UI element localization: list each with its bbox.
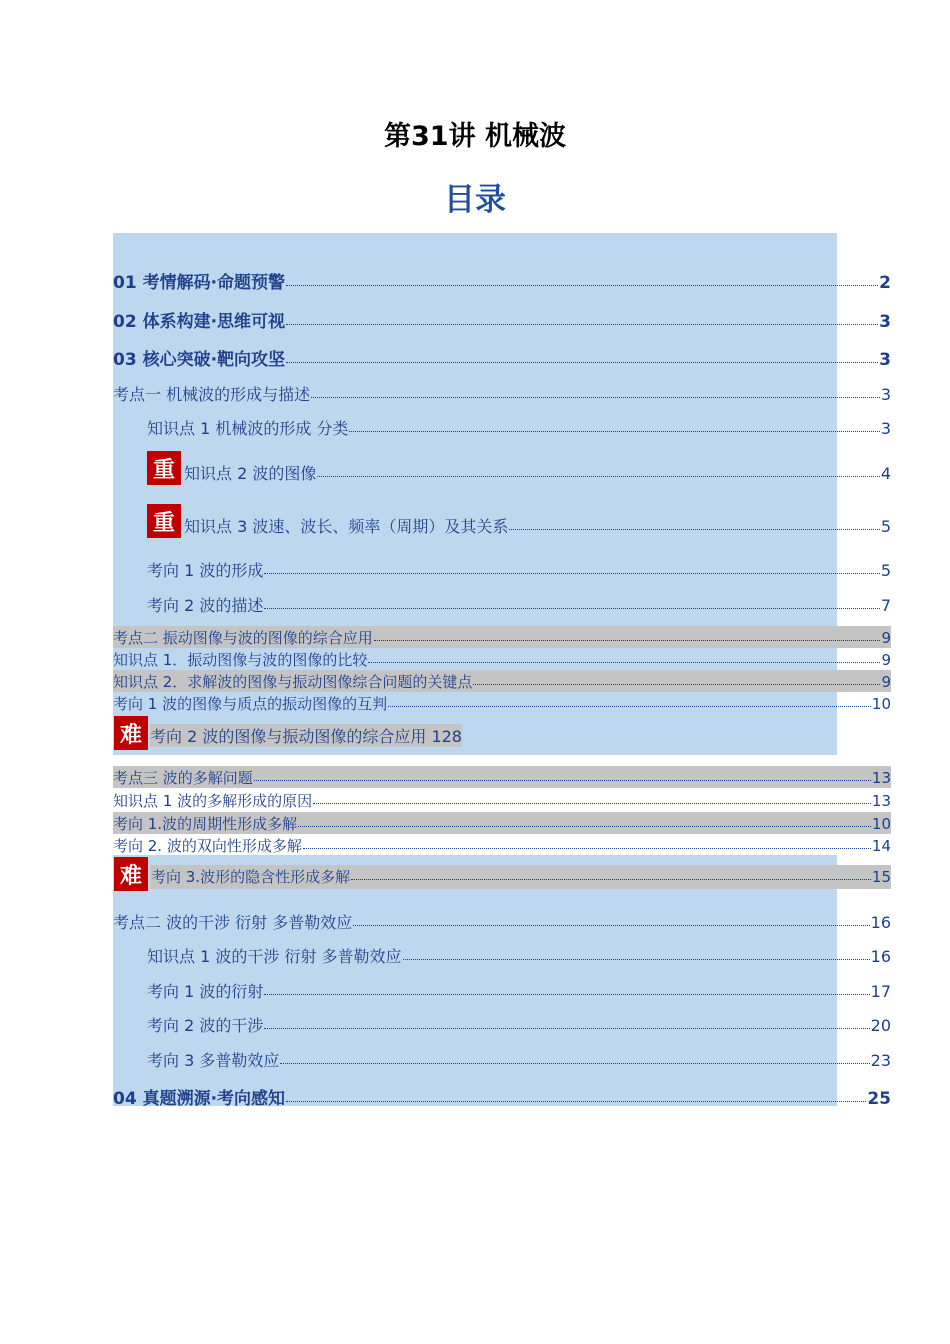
dot-leader: [264, 559, 879, 574]
toc-page-number: 13: [871, 792, 891, 810]
toc-entry-label: 01 考情解码·命题预警: [113, 273, 286, 293]
toc-page-number: 5: [880, 561, 891, 580]
toc-heading: 目录: [444, 182, 506, 218]
dot-leader: [473, 671, 880, 686]
toc-entry-label: 考向 2 波的描述: [147, 596, 264, 615]
toc-page-number: 16: [870, 947, 891, 966]
toc-entry-direction[interactable]: [113, 835, 891, 856]
toc-entry-label: 考向 1.波的周期性形成多解: [113, 815, 298, 833]
toc-page-number: 15: [871, 868, 891, 886]
lecture-title: 第31讲 机械波: [384, 121, 566, 152]
dot-leader: [388, 693, 871, 708]
dot-leader: [286, 309, 878, 325]
toc-entry-04[interactable]: [113, 1084, 891, 1109]
toc-entry-label: 知识点 1 波的干涉 衍射 多普勒效应: [147, 947, 402, 966]
dot-leader: [254, 767, 871, 782]
toc-entry-03[interactable]: [113, 345, 891, 370]
toc-page-number: 10: [871, 695, 891, 713]
toc-entry-label: 考点一 机械波的形成与描述: [113, 385, 311, 404]
difficult-badge-icon: 难: [114, 716, 148, 750]
toc-entry-direction[interactable]: [147, 558, 891, 581]
toc-entry-label: 考向 3.波形的隐含性形成多解: [151, 868, 351, 886]
toc-entry-label: 考向 1 波的形成: [147, 561, 264, 580]
important-badge-icon: 重: [147, 451, 181, 485]
dot-leader: [349, 417, 879, 432]
toc-page-number: 23: [870, 1051, 891, 1070]
toc-page-number: 3: [879, 312, 891, 332]
toc-entry-kaodian-2[interactable]: [113, 627, 891, 648]
toc-page-number: 5: [880, 517, 891, 536]
toc-entry-label: 知识点 3 波速、波长、频率（周期）及其关系: [184, 517, 509, 536]
toc-page-number: 3: [880, 385, 891, 404]
toc-entry-knowledge[interactable]: [113, 671, 891, 692]
toc-entry-label: 03 核心突破·靶向攻坚: [113, 350, 286, 370]
toc-page-number: 3: [879, 350, 891, 370]
dot-leader: [280, 1049, 869, 1064]
toc-entry-direction[interactable]: [113, 813, 891, 834]
toc-entry-knowledge[interactable]: [113, 649, 891, 670]
toc-entry-knowledge[interactable]: [147, 416, 891, 439]
dot-leader: [286, 1086, 866, 1102]
toc-entry-label: 考向 2. 波的双向性形成多解: [113, 837, 302, 855]
dot-leader: [264, 594, 879, 609]
dot-leader: [298, 813, 871, 828]
toc-entry-label: 考向 3 多普勒效应: [147, 1051, 280, 1070]
dot-leader: [368, 649, 880, 664]
toc-page-number: 16: [870, 913, 891, 932]
important-badge-icon: 重: [147, 504, 181, 538]
dot-leader: [353, 911, 869, 926]
toc-page-number: 4: [880, 464, 891, 483]
toc-entry-label: 考点二 振动图像与波的图像的综合应用: [113, 629, 373, 647]
toc-entry-kaodian-3[interactable]: [113, 767, 891, 788]
toc-page-number: 17: [870, 982, 891, 1001]
toc-entry-01[interactable]: [113, 268, 891, 293]
toc-page-number: 9: [881, 673, 891, 691]
toc-entry-direction[interactable]: [147, 593, 891, 616]
dot-leader: [311, 383, 880, 398]
toc-entry-knowledge[interactable]: [184, 514, 891, 537]
toc-page-number: 2: [879, 273, 891, 293]
toc-page-number: 7: [880, 596, 891, 615]
toc-entry-label: 知识点 2 波的图像: [184, 464, 317, 483]
toc-entry-kaodian-1[interactable]: [113, 382, 891, 405]
toc-entry-label: 04 真题溯源·考向感知: [113, 1089, 286, 1109]
toc-entry-knowledge[interactable]: [147, 944, 891, 967]
toc-page-number: 10: [871, 815, 891, 833]
dot-leader: [313, 790, 871, 805]
toc-entry-direction[interactable]: [113, 693, 891, 714]
toc-entry-label: 知识点 1 波的多解形成的原因: [113, 792, 313, 810]
toc-entry-knowledge[interactable]: [113, 790, 891, 811]
toc-entry-label: 考点二 波的干涉 衍射 多普勒效应: [113, 913, 353, 932]
dot-leader: [374, 627, 881, 642]
toc-entry-label: 考点三 波的多解问题: [113, 769, 253, 787]
toc-page-number: 3: [880, 419, 891, 438]
toc-page-number: 14: [871, 837, 891, 855]
toc-entry-kaodian-4[interactable]: [113, 910, 891, 933]
toc-entry-label: 考向 1 波的衍射: [147, 982, 264, 1001]
toc-page-number: 25: [867, 1089, 891, 1109]
toc-page-number: 9: [881, 651, 891, 669]
toc-entry-direction[interactable]: [151, 866, 891, 887]
toc-entry-label: 考向 1 波的图像与质点的振动图像的互判: [113, 695, 388, 713]
dot-leader: [264, 1014, 869, 1029]
dot-leader: [317, 462, 879, 477]
dot-leader: [351, 866, 871, 881]
difficult-badge-icon: 难: [114, 857, 148, 891]
toc-page-number: 20: [870, 1016, 891, 1035]
toc-entry-direction[interactable]: 考向 2 波的图像与振动图像的综合应用 128: [150, 724, 462, 747]
dot-leader: [286, 347, 878, 363]
toc-entry-02[interactable]: [113, 307, 891, 332]
toc-entry-label: 知识点 2．求解波的图像与振动图像综合问题的关键点: [113, 673, 473, 691]
toc-entry-label: 考向 2 波的干涉: [147, 1016, 264, 1035]
toc-entry-direction[interactable]: [147, 1013, 891, 1036]
dot-leader: [286, 270, 878, 286]
dot-leader: [303, 835, 871, 850]
toc-entry-direction[interactable]: [147, 1048, 891, 1071]
toc-page-number: 13: [871, 769, 891, 787]
toc-entry-label: 知识点 1 机械波的形成 分类: [147, 419, 349, 438]
toc-entry-knowledge[interactable]: [184, 461, 891, 484]
toc-page-number: 9: [881, 629, 891, 647]
dot-leader: [403, 945, 870, 960]
toc-entry-label: 02 体系构建·思维可视: [113, 312, 286, 332]
dot-leader: [264, 980, 869, 995]
toc-entry-label: 知识点 1．振动图像与波的图像的比较: [113, 651, 368, 669]
toc-entry-direction[interactable]: [147, 979, 891, 1002]
dot-leader: [509, 515, 879, 530]
